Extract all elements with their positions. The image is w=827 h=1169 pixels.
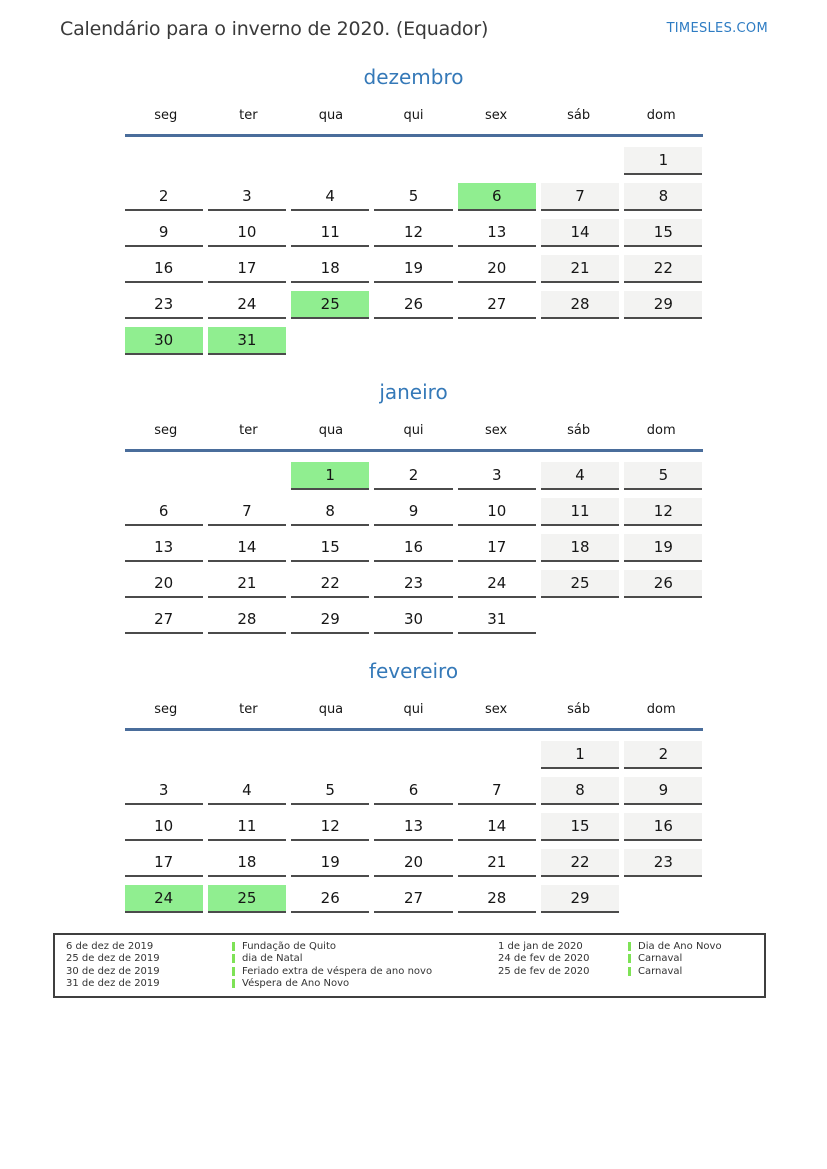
- holiday-marker-bar: [628, 942, 631, 951]
- day-cell: 4: [291, 183, 369, 211]
- day-cell: 9: [374, 498, 452, 526]
- legend-date: 25 de fev de 2020: [498, 965, 590, 977]
- day-cell: 28: [208, 606, 286, 634]
- month-calendar: [125, 65, 703, 355]
- day-cell: 5: [291, 777, 369, 805]
- day-cell: 5: [374, 183, 452, 211]
- month-title: dezembro: [363, 65, 464, 89]
- day-cell: 3: [458, 462, 536, 490]
- empty-day-cell: [208, 462, 286, 488]
- day-cell: 7: [458, 777, 536, 805]
- day-cell: 12: [291, 813, 369, 841]
- empty-day-cell: [541, 147, 619, 173]
- weekday-label: qui: [403, 108, 424, 123]
- day-cell: 2: [374, 462, 452, 490]
- day-cell: 11: [208, 813, 286, 841]
- empty-day-cell: [374, 327, 452, 353]
- page-header: [0, 18, 827, 40]
- day-cell: 13: [125, 534, 203, 562]
- day-cell: 20: [458, 255, 536, 283]
- weekday-label: seg: [154, 108, 178, 123]
- holiday-day-cell: 6: [458, 183, 536, 211]
- day-cell: 17: [125, 849, 203, 877]
- holiday-marker-bar: [232, 942, 235, 951]
- day-cell: 16: [125, 255, 203, 283]
- day-cell: 27: [458, 291, 536, 319]
- weekday-label: sáb: [567, 702, 591, 717]
- day-cell: 29: [291, 606, 369, 634]
- legend-holiday-name: Dia de Ano Novo: [638, 940, 722, 952]
- legend-column-left: [66, 940, 498, 990]
- weekday-label: qui: [403, 702, 424, 717]
- day-cell: 18: [291, 255, 369, 283]
- day-cell: 21: [541, 255, 619, 283]
- weekday-label: ter: [239, 108, 258, 123]
- day-cell: 7: [541, 183, 619, 211]
- day-cell: 2: [624, 741, 702, 769]
- holiday-day-cell: 25: [208, 885, 286, 913]
- day-cell: 3: [125, 777, 203, 805]
- day-cell: 13: [374, 813, 452, 841]
- day-cell: 23: [624, 849, 702, 877]
- weekday-label: sáb: [567, 423, 591, 438]
- site-link[interactable]: TIMESLES.COM: [666, 21, 768, 36]
- empty-day-cell: [291, 147, 369, 173]
- empty-day-cell: [541, 327, 619, 353]
- legend-item: [66, 978, 498, 991]
- day-cell: 29: [624, 291, 702, 319]
- day-cell: 22: [541, 849, 619, 877]
- legend-date: 31 de dez de 2019: [66, 978, 160, 990]
- day-cell: 15: [291, 534, 369, 562]
- day-cell: 12: [374, 219, 452, 247]
- weekday-label: sex: [484, 108, 508, 123]
- day-cell: 19: [291, 849, 369, 877]
- day-cell: 14: [458, 813, 536, 841]
- empty-day-cell: [208, 741, 286, 767]
- legend-holiday-name: Carnaval: [638, 953, 683, 965]
- empty-day-cell: [208, 147, 286, 173]
- day-cell: 27: [125, 606, 203, 634]
- day-cell: 10: [458, 498, 536, 526]
- weekday-header-row: [125, 702, 703, 731]
- day-cell: 22: [291, 570, 369, 598]
- day-cell: 20: [374, 849, 452, 877]
- weekday-label: dom: [646, 702, 676, 717]
- day-cell: 9: [624, 777, 702, 805]
- holiday-legend: [53, 933, 766, 998]
- holiday-day-cell: 31: [208, 327, 286, 355]
- day-cell: 8: [624, 183, 702, 211]
- holiday-day-cell: 25: [291, 291, 369, 319]
- weekday-label: ter: [239, 702, 258, 717]
- day-cell: 4: [541, 462, 619, 490]
- legend-item: [498, 940, 764, 953]
- day-cell: 26: [374, 291, 452, 319]
- weekday-label: dom: [646, 108, 676, 123]
- holiday-marker-bar: [628, 967, 631, 976]
- legend-item: [66, 965, 498, 978]
- day-cell: 3: [208, 183, 286, 211]
- day-cell: 10: [125, 813, 203, 841]
- day-cell: 26: [624, 570, 702, 598]
- holiday-marker-bar: [232, 967, 235, 976]
- legend-column-right: [498, 940, 764, 990]
- weekday-header-row: [125, 108, 703, 137]
- day-cell: 7: [208, 498, 286, 526]
- legend-date: 25 de dez de 2019: [66, 953, 160, 965]
- day-cell: 15: [541, 813, 619, 841]
- day-cell: 13: [458, 219, 536, 247]
- weekday-label: qui: [403, 423, 424, 438]
- legend-date: 6 de dez de 2019: [66, 940, 154, 952]
- empty-day-cell: [458, 327, 536, 353]
- day-cell: 26: [291, 885, 369, 913]
- weekday-label: seg: [154, 702, 178, 717]
- day-cell: 25: [541, 570, 619, 598]
- day-cell: 6: [125, 498, 203, 526]
- day-cell: 9: [125, 219, 203, 247]
- legend-date: 30 de dez de 2019: [66, 965, 160, 977]
- day-cell: 6: [374, 777, 452, 805]
- legend-item: [66, 940, 498, 953]
- month-title: janeiro: [379, 380, 448, 404]
- weekday-label: qua: [318, 108, 344, 123]
- day-cell: 4: [208, 777, 286, 805]
- weekday-label: ter: [239, 423, 258, 438]
- day-cell: 19: [374, 255, 452, 283]
- day-cell: 15: [624, 219, 702, 247]
- day-cell: 5: [624, 462, 702, 490]
- holiday-day-cell: 24: [125, 885, 203, 913]
- legend-item: [498, 953, 764, 966]
- legend-date: 24 de fev de 2020: [498, 953, 590, 965]
- day-cell: 12: [624, 498, 702, 526]
- day-cell: 11: [541, 498, 619, 526]
- legend-item: [498, 965, 764, 978]
- legend-item: [66, 953, 498, 966]
- day-cell: 14: [541, 219, 619, 247]
- empty-day-cell: [291, 741, 369, 767]
- day-cell: 10: [208, 219, 286, 247]
- months-container: [0, 65, 827, 913]
- day-cell: 1: [624, 147, 702, 175]
- day-cell: 14: [208, 534, 286, 562]
- holiday-marker-bar: [232, 954, 235, 963]
- day-cell: 16: [374, 534, 452, 562]
- empty-day-cell: [624, 606, 702, 632]
- legend-holiday-name: Feriado extra de véspera de ano novo: [242, 965, 433, 977]
- empty-day-cell: [624, 885, 702, 911]
- empty-day-cell: [125, 462, 203, 488]
- holiday-marker-bar: [628, 954, 631, 963]
- day-cell: 28: [458, 885, 536, 913]
- day-cell: 18: [541, 534, 619, 562]
- empty-day-cell: [125, 741, 203, 767]
- day-cell: 17: [208, 255, 286, 283]
- legend-holiday-name: dia de Natal: [242, 953, 303, 965]
- day-cell: 30: [374, 606, 452, 634]
- month-calendar: [125, 380, 703, 634]
- holiday-marker-bar: [232, 979, 235, 988]
- day-cell: 31: [458, 606, 536, 634]
- weekday-label: qua: [318, 423, 344, 438]
- legend-holiday-name: Véspera de Ano Novo: [242, 978, 350, 990]
- empty-day-cell: [374, 741, 452, 767]
- weekday-label: seg: [154, 423, 178, 438]
- day-cell: 20: [125, 570, 203, 598]
- empty-day-cell: [291, 327, 369, 353]
- day-cell: 21: [458, 849, 536, 877]
- day-cell: 8: [291, 498, 369, 526]
- holiday-day-cell: 1: [291, 462, 369, 490]
- weekday-label: sex: [484, 423, 508, 438]
- weekday-header-row: [125, 423, 703, 452]
- legend-holiday-name: Carnaval: [638, 965, 683, 977]
- day-cell: 24: [208, 291, 286, 319]
- empty-day-cell: [624, 327, 702, 353]
- legend-holiday-name: Fundação de Quito: [242, 940, 336, 952]
- day-cell: 18: [208, 849, 286, 877]
- empty-day-cell: [125, 147, 203, 173]
- day-cell: 19: [624, 534, 702, 562]
- weekday-label: sáb: [567, 108, 591, 123]
- day-cell: 27: [374, 885, 452, 913]
- month-grid: [125, 462, 703, 634]
- empty-day-cell: [541, 606, 619, 632]
- weekday-label: dom: [646, 423, 676, 438]
- month-grid: [125, 741, 703, 913]
- month-calendar: [125, 659, 703, 913]
- day-cell: 29: [541, 885, 619, 913]
- weekday-label: sex: [484, 702, 508, 717]
- holiday-day-cell: 30: [125, 327, 203, 355]
- empty-day-cell: [458, 147, 536, 173]
- month-grid: [125, 147, 703, 355]
- day-cell: 23: [125, 291, 203, 319]
- day-cell: 1: [541, 741, 619, 769]
- day-cell: 21: [208, 570, 286, 598]
- day-cell: 11: [291, 219, 369, 247]
- legend-date: 1 de jan de 2020: [498, 940, 583, 952]
- day-cell: 17: [458, 534, 536, 562]
- empty-day-cell: [374, 147, 452, 173]
- day-cell: 16: [624, 813, 702, 841]
- day-cell: 22: [624, 255, 702, 283]
- day-cell: 23: [374, 570, 452, 598]
- month-title: fevereiro: [368, 659, 459, 683]
- empty-day-cell: [458, 741, 536, 767]
- weekday-label: qua: [318, 702, 344, 717]
- day-cell: 2: [125, 183, 203, 211]
- day-cell: 24: [458, 570, 536, 598]
- page-title: Calendário para o inverno de 2020. (Equador): [60, 18, 489, 40]
- day-cell: 8: [541, 777, 619, 805]
- day-cell: 28: [541, 291, 619, 319]
